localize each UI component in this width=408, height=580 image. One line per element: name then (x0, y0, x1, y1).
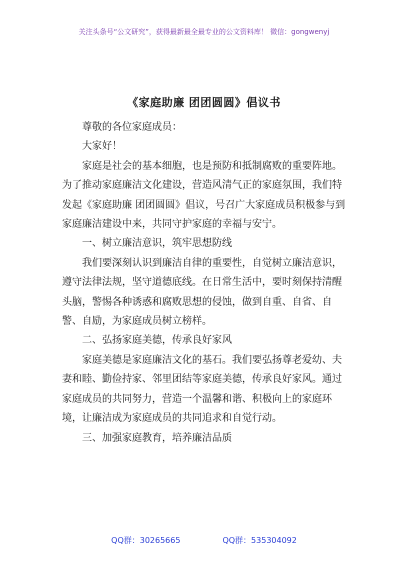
section-heading-2: 二、弘扬家庭美德，传承良好家风 (82, 335, 232, 347)
footer-qq-group-2: QQ群：535304092 (222, 536, 297, 545)
paragraph-section-1: 我们要深刻认识到廉洁自律的重要性，自觉树立廉洁意识，遵守法律法规，坚守道德底线。在日常生活中，要时刻保持清醒头脑，警惕各种诱惑和腐败思想的侵蚀，做到自重、自省、自警、自励，为家庭成员树立榜样。 (62, 257, 342, 328)
document-body (62, 118, 346, 448)
section-heading-1: 一、树立廉洁意识，筑牢思想防线 (82, 238, 232, 250)
document-title: 《家庭助廉 团团圆圆》倡议书 (127, 96, 281, 109)
paragraph-intro: 家庭是社会的基本细胞，也是预防和抵制腐败的重要阵地。为了推动家庭廉洁文化建设，营造风清气正的家庭氛围，我们特发起《家庭助廉 团团圆圆》倡议，号召广大家庭成员积极参与到家庭廉洁建设中来，共同守护家庭的幸福与安宁。 (62, 160, 346, 231)
paragraph-section-2: 家庭美德是家庭廉洁文化的基石。我们要弘扬尊老爱幼、夫妻和睦、勤俭持家、邻里团结等家庭美德，传承良好家风。通过家庭成员的共同努力，营造一个温馨和谐、积极向上的家庭环境，让廉洁成为家庭成员的共同追求和自觉行动。 (62, 354, 342, 425)
salutation: 尊敬的各位家庭成员： (82, 122, 182, 133)
section-heading-3: 三、加强家庭教育，培养廉洁品质 (82, 432, 232, 444)
footer-contacts (0, 535, 408, 546)
footer-qq-group-1: QQ群：30265665 (111, 536, 181, 545)
header-notice: 关注头条号“公文研究”，获得最新最全最专业的公文资料库！ 微信：gongwenyj (78, 28, 330, 36)
greeting: 大家好！ (82, 141, 122, 153)
